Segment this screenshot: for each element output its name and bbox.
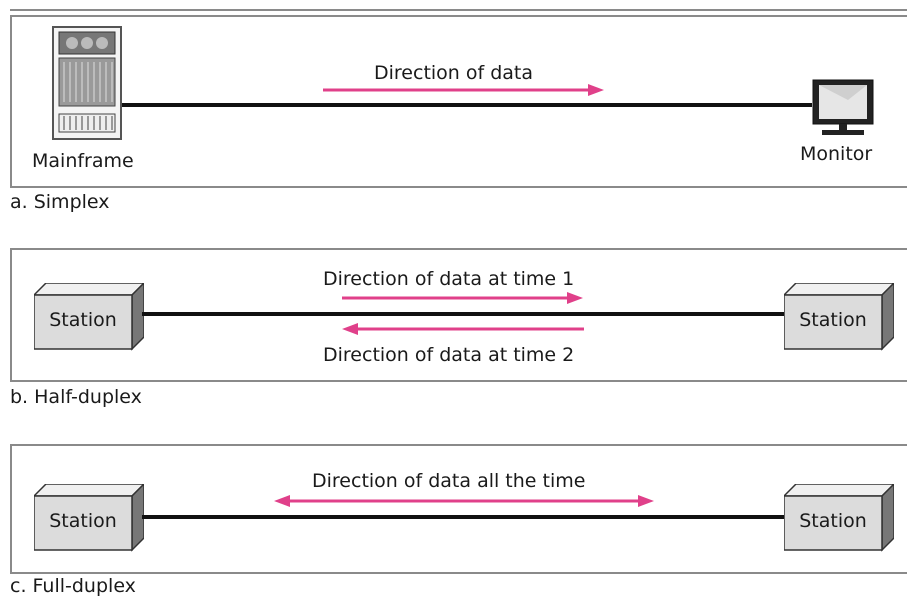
monitor-icon (808, 78, 878, 138)
station-left-half-duplex (34, 283, 144, 353)
direction-arrow-bidirectional (270, 494, 660, 508)
mainframe-icon (52, 26, 122, 140)
half-duplex-link (142, 312, 786, 316)
direction-arrow-right (340, 291, 590, 305)
station-label: Station (49, 510, 117, 532)
full-duplex-link (142, 515, 786, 519)
station-right-full-duplex (784, 484, 894, 554)
monitor-label: Monitor (800, 143, 873, 165)
station-label: Station (49, 309, 117, 331)
direction-label: Direction of data (374, 62, 534, 84)
direction-label-time-2: Direction of data at time 2 (323, 344, 575, 366)
full-duplex-panel (10, 444, 907, 574)
direction-label-time-1: Direction of data at time 1 (323, 268, 575, 290)
station-label: Station (799, 309, 867, 331)
half-duplex-caption: b. Half-duplex (10, 386, 142, 408)
full-duplex-caption: c. Full-duplex (10, 575, 136, 597)
station-left-full-duplex (34, 484, 144, 554)
top-divider (10, 9, 907, 11)
mainframe-label: Mainframe (32, 150, 134, 172)
simplex-link (122, 103, 812, 107)
station-label: Station (799, 510, 867, 532)
simplex-caption: a. Simplex (10, 191, 110, 213)
direction-arrow-right (320, 83, 610, 97)
direction-label-all-time: Direction of data all the time (312, 470, 586, 492)
direction-arrow-left (338, 322, 588, 336)
simplex-panel (10, 15, 907, 188)
station-right-half-duplex (784, 283, 894, 353)
